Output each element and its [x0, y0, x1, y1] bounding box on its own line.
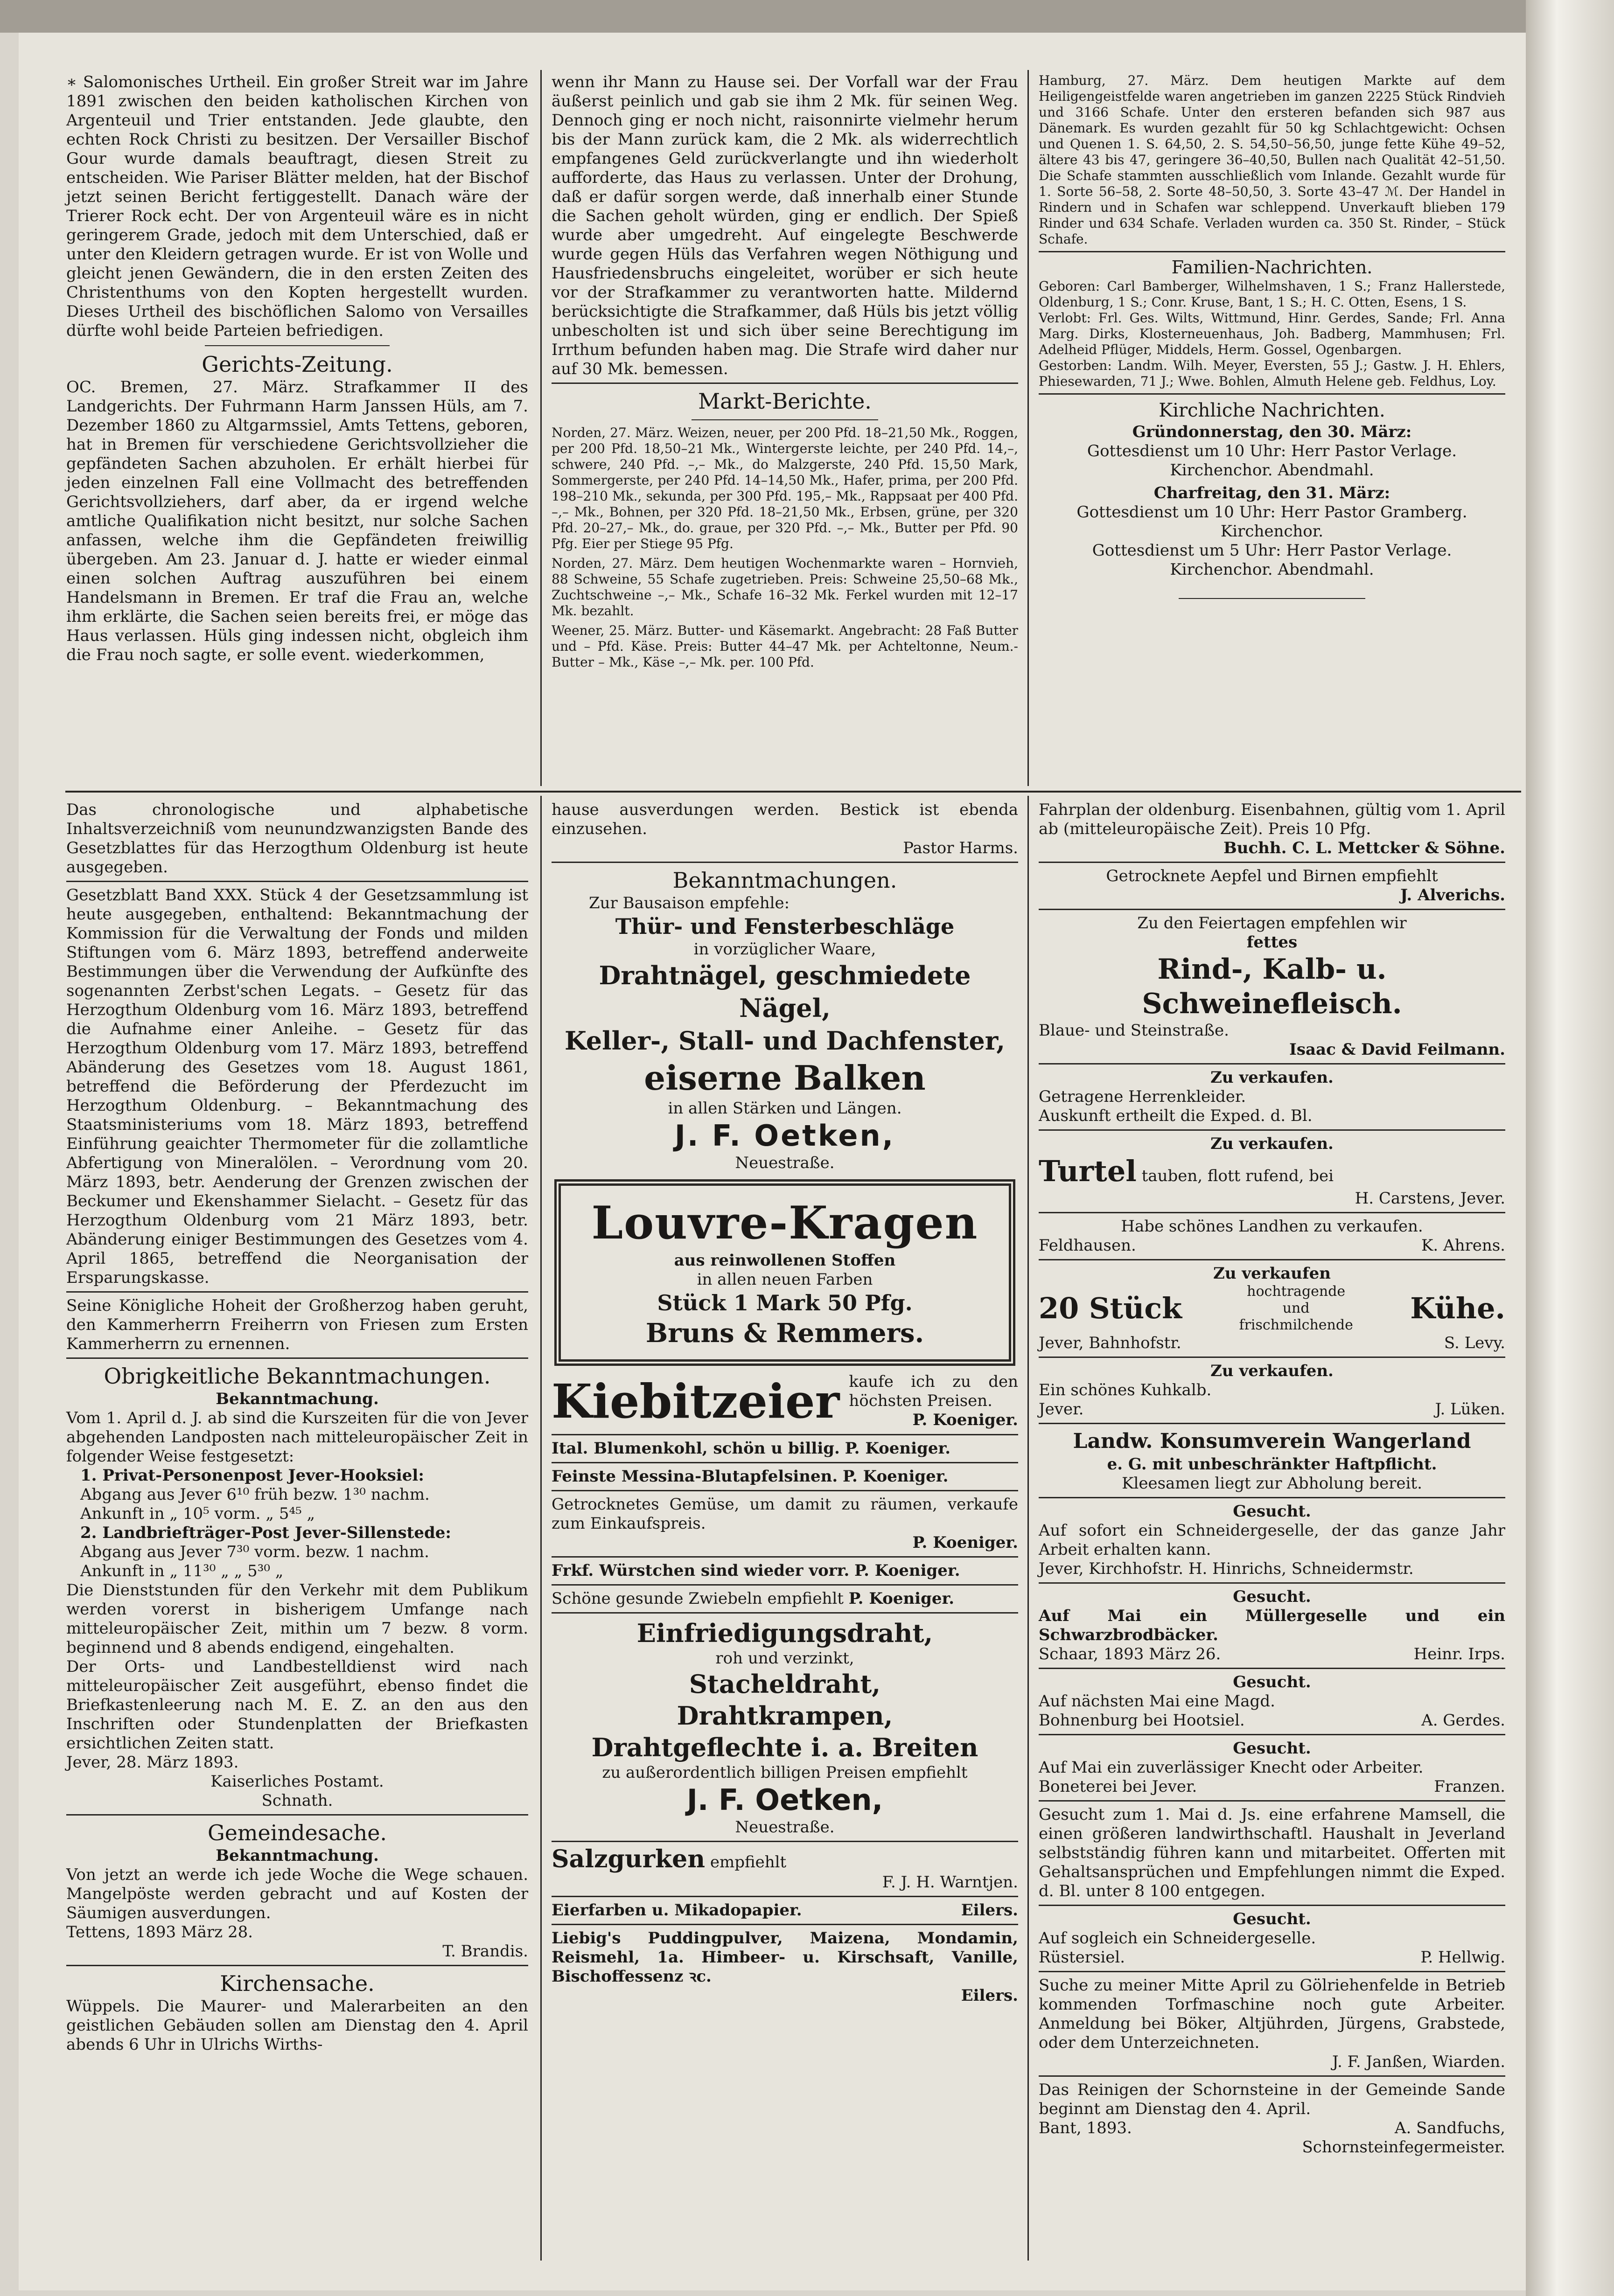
ad-line: Fahrplan der oldenburg. Eisenbahnen, gültig vom 1. April ab (mitteleuropäische Zeit). Preis 10 Pfg. [1039, 800, 1505, 838]
ad-line: Bohnenburg bei Hootsiel. [1039, 1711, 1245, 1730]
divider [552, 1490, 1018, 1491]
ad-company: J. F. Oetken, [674, 1119, 895, 1153]
divider [552, 1434, 1018, 1435]
divider [1039, 1259, 1505, 1260]
ad-heading: Zu verkaufen. [1210, 1134, 1334, 1153]
scan-page-edge [1526, 0, 1614, 2296]
market-hamburg: Hamburg, 27. März. Dem heutigen Markte auf dem Heiligengeistfelde waren angetrieben im ganzen 2225 Stück Rindvieh und 3166 Schafe. Unter den ersteren befanden sich 987 aus Dänemark. Es wurden gezahlt für 50 kg Schlachtgewicht: Ochsen und Quenen 1. S. 64,50, 2. S. 54,50–56,50, junge fette Kühe 49–52, ältere 43 bis 47, geringere 36–40,50, Bullen nach Qualität 42–51,50. Die Schafe stammten ausschließlich vom Inlande. Gezahlt wurde für 1. Sorte 56–58, 2. Sorte 48–50,50, 3. Sorte 43–47 ℳ. Der Handel in Rindern und in Schafen war schleppend. Unverkauft blieben 179 Rinder und 634 Schafe. Verladen wurden ca. 350 St. Rinder, – Stück Schafe. [1039, 73, 1505, 247]
ad-line: in allen Stärken und Längen. [668, 1099, 902, 1118]
ad-headline: Salzgurken [552, 1845, 706, 1873]
ad-headline: eiserne Balken [644, 1058, 926, 1098]
heading-kirchensache: Kirchensache. [220, 1971, 375, 1996]
ad-headline: Kiebitzeier [552, 1374, 840, 1429]
divider [66, 1965, 528, 1966]
market-weener: Weener, 25. März. Butter- und Käsemarkt. Angebracht: 28 Faß Butter und – Pfd. Käse. Preis: Butter 44–47 Mk. per Achteltonne, Neum.-Butter – Mk., Käse –,– Mk. per. 100 Pfd. [552, 623, 1018, 670]
ad-line: e. G. mit unbeschränkter Haftpflicht. [1107, 1455, 1437, 1474]
ad-line: Feldhausen. [1039, 1236, 1136, 1255]
ad-headline: Louvre-Kragen [591, 1197, 978, 1249]
ad-headline: 20 Stück [1039, 1291, 1182, 1325]
ad-line: aus reinwollenen Stoffen [674, 1251, 896, 1270]
heading-kirchliche-nachrichten: Kirchliche Nachrichten. [1159, 400, 1385, 421]
ad-kuehe [1039, 1283, 1505, 1334]
ad-headline: Stacheldraht, [689, 1669, 881, 1699]
ad-line: Zur Bausaison empfehle: [589, 894, 790, 912]
ad-company: Heinr. Irps. [1413, 1645, 1505, 1663]
ad-line: Rüstersiel. [1039, 1948, 1125, 1967]
ad-line: Jever. [1039, 1400, 1084, 1419]
post-time: Abgang aus Jever 6¹⁰ früh bezw. 1³⁰ nachm. [80, 1485, 430, 1504]
market-norden-cattle: Norden, 27. März. Dem heutigen Wochenmarkte waren – Hornvieh, 88 Schweine, 55 Schafe zugetrieben. Preis: Schweine 25,50–68 Mk., Zuchtschweine –,– Mk., Schafe 16–32 Mk. Ferkel wurden mit 12–17 Mk. bezahlt. [552, 556, 1018, 619]
ad-line: empfiehlt [710, 1853, 787, 1872]
dateline: Tettens, 1893 März 28. [66, 1923, 253, 1941]
divider [66, 1814, 528, 1816]
ad-line: Bant, 1893. [1039, 2119, 1132, 2137]
paragraph: Der Orts- und Landbestelldienst wird nach mitteleuropäischer Zeit ausgeführt, ebenso findet die Briefkastenleerung nach M. E. Z. an den aus den Inschriften oder Stundenplatten der Briefkasten ersichtlichen Zeiten statt. [66, 1657, 528, 1753]
ad-headline: Einfriedigungsdraht, [636, 1618, 933, 1648]
service-charfreitag: Charfreitag, den 31. März: [1153, 484, 1390, 502]
column-rule [1027, 70, 1029, 786]
post-time: Abgang aus Jever 7³⁰ vorm. bezw. 1 nachm. [80, 1543, 429, 1561]
ad-kiebitzeier [552, 1372, 1018, 1430]
ad-line: Getrocknete Aepfel und Birnen empfiehlt [1106, 867, 1438, 885]
ad-company: F. J. H. Warntjen. [882, 1873, 1018, 1892]
divider [552, 1556, 1018, 1558]
ad-company: Bruns & Remmers. [645, 1318, 924, 1349]
divider [1039, 1582, 1505, 1584]
ad-heading: Zu verkaufen [1213, 1264, 1331, 1283]
heading-markt-berichte: Markt-Berichte. [698, 389, 872, 414]
paragraph: Die Dienststunden für den Verkehr mit dem Publikum werden vorerst in bisherigem Umfange nach mitteleuropäischer Zeit, mithin um 7 bezw. 8 vorm. beginnend und 8 abends endigend, eingehalten. [66, 1581, 528, 1657]
ad-line: Auf sofort ein Schneidergeselle, der das ganze Jahr Arbeit erhalten kann. [1039, 1521, 1505, 1559]
divider [692, 419, 878, 420]
section-rule [65, 791, 1521, 793]
dateline: Jever, 28. März 1893. [66, 1753, 239, 1772]
notice-inhaltsverzeichnis: Das chronologische und alphabetische Inhaltsverzeichniß vom neunundzwanzigsten Bande des Gesetzblattes für das Herzogthum Oldenburg ist heute ausgegeben. [66, 800, 528, 877]
ad-line: in allen neuen Farben [697, 1270, 873, 1289]
divider [1039, 1668, 1505, 1669]
paragraph: Wüppels. Die Maurer- und Malerarbeiten an den geistlichen Gebäuden sollen am Dienstag den 4. April abends 6 Uhr in Ulrichs Wirths- [66, 1997, 528, 2054]
ad-line: Auf Mai ein zuverlässiger Knecht oder Arbeiter. [1039, 1758, 1424, 1777]
divider [1039, 1734, 1505, 1735]
ad-company: P. Koeniger. [854, 1561, 960, 1580]
column-rule [1027, 796, 1029, 2261]
divider [552, 1841, 1018, 1842]
ad-headline: Turtel [1039, 1154, 1137, 1188]
ad-line: Ein schönes Kuhkalb. [1039, 1381, 1212, 1399]
upper-column-3 [1039, 73, 1505, 604]
ad-line: Frkf. Würstchen sind wieder vorr. [552, 1561, 850, 1580]
post-time: Ankunft in „ 11³⁰ „ „ 5³⁰ „ [80, 1562, 284, 1580]
heading-bekanntmachung: Bekanntmachung. [216, 1846, 379, 1865]
ad-company: J. Alverichs. [1400, 886, 1505, 904]
ad-headline: Drahtgeflechte i. a. Breiten [591, 1732, 978, 1762]
upper-column-2 [552, 73, 1018, 670]
column-rule [540, 796, 542, 2261]
ad-company: P. Koeniger. [848, 1589, 955, 1608]
divider [1039, 862, 1505, 863]
ad-line: Habe schönes Landhen zu verkaufen. [1121, 1217, 1423, 1236]
divider [552, 1896, 1018, 1897]
ad-headline: Drahtkrampen, [677, 1701, 893, 1731]
post-time: Ankunft in „ 10⁵ vorm. „ 5⁴⁵ „ [80, 1504, 315, 1523]
heading-gemeindesache: Gemeindesache. [207, 1820, 387, 1845]
divider [552, 383, 1018, 384]
divider [1039, 1905, 1505, 1906]
divider [66, 1357, 528, 1359]
ad-company: K. Ahrens. [1421, 1236, 1505, 1255]
ad-line: Kleesamen liegt zur Abholung bereit. [1122, 1474, 1422, 1493]
divider [66, 1291, 528, 1293]
divider [1039, 1497, 1505, 1498]
ad-line: kaufe ich zu den höchsten Preisen. [849, 1372, 1018, 1410]
post-route: 1. Privat-Personenpost Jever-Hooksiel: [80, 1466, 424, 1485]
signature: T. Brandis. [442, 1942, 528, 1961]
notice-verlobt: Verlobt: Frl. Ges. Wilts, Wittmund, Hinr. Gerdes, Sande; Frl. Anna Marg. Dirks, Klosterneuenhaus, Joh. Badberg, Mammhusen; Frl. Adelheid Pflüger, Middels, Herm. Gossel, Ogenbargen. [1039, 310, 1505, 357]
divider [1039, 909, 1505, 910]
divider [1039, 1423, 1505, 1424]
ad-company: P. Koeniger. [912, 1533, 1018, 1552]
ad-company: J. Lüken. [1435, 1400, 1505, 1419]
ad-heading: Gesucht. [1233, 1910, 1311, 1928]
paragraph: Vom 1. April d. J. ab sind die Kurszeiten für die von Jever abgehenden Landposten nach mitteleuropäischer Zeit in folgender Weise festgesetzt: [66, 1409, 528, 1466]
service-line: Kirchenchor. Abendmahl. [1170, 461, 1374, 480]
ad-heading: Gesucht. [1233, 1673, 1311, 1691]
ad-line: Blaue- und Steinstraße. [1039, 1021, 1229, 1040]
divider [552, 1584, 1018, 1586]
service-line: Gottesdienst um 10 Uhr: Herr Pastor Gramberg. [1076, 503, 1467, 522]
ad-line: Das Reinigen der Schornsteine in der Gemeinde Sande beginnt am Dienstag den 4. April. [1039, 2080, 1505, 2118]
divider [552, 1924, 1018, 1925]
ad-line: Auskunft ertheilt die Exped. d. Bl. [1039, 1106, 1313, 1125]
divider [1039, 1971, 1505, 1972]
ad-line: Schöne gesunde Zwiebeln empfiehlt [552, 1589, 844, 1608]
divider [552, 862, 1018, 863]
ad-headline: Kühe. [1410, 1291, 1505, 1325]
service-line: Gottesdienst um 5 Uhr: Herr Pastor Verlage. [1092, 541, 1452, 560]
signature: Schnath. [261, 1791, 333, 1810]
ad-company: A. Gerdes. [1421, 1711, 1505, 1730]
divider [1039, 251, 1505, 252]
lower-column-3 [1039, 800, 1505, 2157]
divider [1039, 393, 1505, 395]
ad-line: Boneterei bei Jever. [1039, 1777, 1197, 1796]
ad-headline: Thür- und Fensterbeschläge [615, 914, 955, 939]
ad-headline: Rind-, Kalb- u. Schweinefleisch. [1142, 953, 1402, 1020]
ad-company: H. Carstens, Jever. [1355, 1189, 1505, 1208]
ad-line: Neuestraße. [735, 1154, 835, 1172]
ad-headline: Drahtnägel, geschmiedete Nägel, [599, 960, 971, 1023]
scan-top-border [0, 0, 1526, 33]
column-rule [540, 70, 542, 786]
divider [552, 1612, 1018, 1614]
ad-company: J. F. Oetken, [686, 1783, 883, 1817]
service-line: Gottesdienst um 10 Uhr: Herr Pastor Verlage. [1087, 442, 1457, 460]
post-route: 2. Landbriefträger-Post Jever-Sillenstede: [80, 1524, 451, 1542]
divider [552, 1462, 1018, 1463]
notice-gesetzblatt: Gesetzblatt Band XXX. Stück 4 der Gesetzsammlung ist heute ausgegeben, enthaltend: Bekanntmachung der Kommission für die Verwaltung der Fonds und milden Stiftungen vom 6. März 1893, betreffend anderweite Bestimmungen über die Verwendung der Aufkünfte des sogenannten Zerbst'schen Legats. – Gesetz für das Herzogthum Oldenburg vom 16. März 1893, betreffend die Aufnahme einer Anleihe. – Gesetz für das Herzogthum Oldenburg vom 17. März 1893, betreffend Abänderung des Gesetzes vom 18. August 1861, betreffend die Beförderung der Pferdezucht im Herzogthum Oldenburg. – Bekanntmachung des Staatsministeriums vom 18. März 1893, betreffend Einführung geaichter Thermometer für die zollamtliche Abfertigung von Mineralölen. – Verordnung vom 20. März 1893, betr. Aenderung der Grenzen zwischen der Beckumer und Ekenshammer Sielacht. – Gesetz für das Herzogthum Oldenburg vom 21 März 1893, betr. Abänderung einiger Bestimmungen des Gesetzes vom 4. April 1865, betreffend die Neorganisation der Ersparungskasse. [66, 886, 528, 1287]
upper-column-1 [66, 73, 528, 665]
ad-line: Gesucht zum 1. Mai d. Js. eine erfahrene Mamsell, die einen größeren landwirthschaftl. Haushalt in Jeverland selbstständig führen kann und mitarbeitet. Offerten mit Gehaltsansprüchen und Empfehlungen nimmt die Exped. d. Bl. unter 8 100 entgegen. [1039, 1805, 1505, 1900]
signature: Pastor Harms. [903, 839, 1018, 857]
divider [1039, 2075, 1505, 2077]
ad-heading: Gesucht. [1233, 1502, 1311, 1521]
heading-bekanntmachung: Bekanntmachung. [216, 1390, 379, 1408]
divider [1039, 1357, 1505, 1358]
notice-geboren: Geboren: Carl Bamberger, Wilhelmshaven, 1 S.; Franz Hallerstede, Oldenburg, 1 S.; Conr. Kruse, Bant, 1 S.; H. C. Otten, Esens, 1 S. [1039, 278, 1505, 310]
ad-line: Getrocknetes Gemüse, um damit zu räumen, verkaufe zum Einkaufspreis. [552, 1495, 1018, 1533]
ad-company: P. Hellwig. [1420, 1948, 1505, 1967]
ad-heading: Gesucht. [1233, 1739, 1311, 1758]
divider [205, 345, 390, 346]
ad-headline: Landw. Konsumverein Wangerland [1073, 1429, 1471, 1453]
ad-company: Eilers. [961, 1986, 1018, 2005]
ad-line: Suche zu meiner Mitte April zu Gölriehenfelde in Betrieb kommenden Torfmaschine noch gute Arbeiter. Anmeldung bei Böker, Altjührden, Jürgens, Grabstede, oder dem Unterzeichneten. [1039, 1976, 1505, 2052]
ad-line: Zu den Feiertagen empfehlen wir [1137, 914, 1407, 932]
ad-line: Ital. Blumenkohl, schön u billig. [552, 1439, 840, 1458]
ad-line: zu außerordentlich billigen Preisen empfiehlt [602, 1763, 968, 1782]
ad-company: P. Koeniger. [843, 1467, 949, 1486]
ad-line: fettes [1246, 933, 1298, 952]
divider [1039, 1212, 1505, 1213]
ad-company: P. Koeniger. [845, 1439, 951, 1458]
ad-company: A. Sandfuchs, [1394, 2119, 1505, 2137]
heading-bekanntmachungen: Bekanntmachungen. [672, 868, 897, 893]
lower-column-1 [66, 800, 528, 2054]
article-continued: wenn ihr Mann zu Hause sei. Der Vorfall war der Frau äußerst peinlich und gab sie ihm 2 Mk. für seinen Weg. Dennoch ging er noch nicht, raisonnirte vielmehr herum bis der Mann zurück kam, die 2 Mk. als widerrechtlich empfangenes Geld zurückverlangte und ihn wiederholt aufforderte, das Haus zu verlassen. Unter der Drohung, daß er dafür sorgen werde, daß innerhalb einer Stunde die Sachen geholt würden, ging er endlich. Der Spieß wurde aber umgedreht. Auf eingelegte Beschwerde wurde gegen Hüls das Verfahren wegen Nöthigung und Hausfriedensbruchs eingeleitet, worüber er sich heute vor der Strafkammer zu verantworten hatte. Mildernd berücksichtigte die Strafkammer, daß Hüls bis jetzt völlig unbescholten ist und sich über seine Berechtigung im Irrthum befunden haben mag. Die Strafe wird daher nur auf 30 Mk. bemessen. [552, 73, 1018, 378]
article-salomon: ∗ Salomonisches Urtheil. Ein großer Streit war im Jahre 1891 zwischen den beiden katholischen Kirchen von Argenteuil und Trier entstanden. Jede glaubte, den echten Rock Christi zu besitzen. Der Versailler Bischof Gour wurde damals beauftragt, diesen Streit zu entscheiden. Wie Pariser Blätter melden, hat der Bischof jetzt seinen Bericht fertiggestellt. Danach wäre der Trierer Rock echt. Der von Argenteuil wäre es in nicht geringerem Grade, jedoch mit dem Unterschied, daß er unter den Kleidern getragen wurde. Er ist von Wolle und gleicht jenen Gewändern, die in den ersten Zeiten des Christenthums von den Kopten hergestellt wurden. Dieses Urtheil des bischöflichen Salomo von Versailles dürfte wohl beide Parteien befriedigen. [66, 73, 528, 340]
ad-box-louvre [554, 1179, 1015, 1366]
ad-company: J. F. Janßen, Wiarden. [1332, 2052, 1505, 2071]
notice-gestorben: Gestorben: Landm. Wilh. Meyer, Eversten, 55 J.; Gastw. J. H. Ehlers, Phiesewarden, 71 J.; Wwe. Bohlen, Almuth Helene geb. Feldhus, Loy. [1039, 358, 1505, 389]
divider [1039, 1063, 1505, 1065]
ad-heading: Zu verkaufen. [1210, 1362, 1334, 1380]
ad-price: Stück 1 Mark 50 Pfg. [657, 1290, 913, 1315]
paragraph: Von jetzt an werde ich jede Woche die Wege schauen. Mangelpöste werden gebracht und auf Kosten der Säumigen ausverdungen. [66, 1865, 528, 1922]
ad-heading: Gesucht. [1233, 1587, 1311, 1606]
ad-line: Liebig's Puddingpulver, Maizena, Mondamin, Reismehl, 1a. Himbeer- u. Kirschsaft, Vanille, Bischoffessenz ꝛc. [552, 1929, 1018, 1986]
ad-company: Schornsteinfegermeister. [1302, 2138, 1505, 2157]
divider [1039, 1800, 1505, 1802]
service-gruendonnerstag: Gründonnerstag, den 30. März: [1132, 423, 1412, 441]
lower-column-2 [552, 800, 1018, 2005]
heading-gerichts-zeitung: Gerichts-Zeitung. [202, 352, 393, 377]
ad-line: Auf Mai ein Müllergeselle und ein Schwarzbrodbäcker. [1039, 1607, 1505, 1644]
ad-line: Jever, Bahnhofstr. [1039, 1334, 1181, 1352]
paragraph: hause ausverdungen werden. Bestick ist ebenda einzusehen. [552, 800, 1018, 838]
ad-company: Isaac & David Feilmann. [1289, 1040, 1505, 1059]
article-bremen: OC. Bremen, 27. März. Strafkammer II des Landgerichts. Der Fuhrmann Harm Janssen Hüls, am 7. Dezember 1860 zu Altgarmssiel, Amts Tettens, geboren, hat in Bremen für verschiedene Gerichtsvollzieher die gepfändeten Sachen abzuholen. Er erhält hierbei für jeden einzelnen Fall eine Vollmacht des betreffenden Gerichtsvollziehers, darf aber, da er irgend welche amtliche Qualifikation nicht besitzt, nur solche Sachen anfassen, welche ihm die Gepfändeten freiwillig übergeben. Am 23. Januar d. J. hatte er wieder einmal einen solchen Auftrag auszuführen bei einem Handelsmann in Bremen. Er traf die Frau an, welche ihm erklärte, die Sachen seien bereits frei, er möge das Haus verlassen. Hüls ging indessen nicht, obgleich ihm die Frau noch sagte, er solle event. wiederkommen, [66, 378, 528, 664]
ad-company: Buchh. C. L. Mettcker & Söhne. [1223, 839, 1505, 857]
ad-line: hochtragende und frischmilchende [1239, 1283, 1353, 1333]
service-line: Kirchenchor. [1220, 522, 1324, 541]
ad-line: tauben, flott rufend, bei [1141, 1167, 1334, 1185]
ad-line: Feinste Messina-Blutapfelsinen. [552, 1467, 838, 1486]
ad-line: Getragene Herrenkleider. [1039, 1087, 1246, 1106]
divider [1039, 1129, 1505, 1131]
ad-headline: Keller-, Stall- und Dachfenster, [564, 1026, 1006, 1056]
ad-line: Auf sogleich ein Schneidergeselle. [1039, 1929, 1316, 1948]
market-norden-grain: Norden, 27. März. Weizen, neuer, per 200 Pfd. 18–21,50 Mk., Roggen, per 200 Pfd. 18,50–21 Mk., Wintergerste leichte, per 240 Pfd. 14,–, schwere, 240 Pfd. –,– Mk., do Malzgerste, 240 Pfd. 15,50 Mark, Sommergerste, per 240 Pfd. 14–14,50 Mk., Hafer, prima, per 200 Pfd. 198–210 Mk., sekunda, per 300 Pfd. 195,– Mk., Rappsaat per 400 Pfd. –,– Mk., Bohnen, per 320 Pfd. 18–21,50 Mk., Erbsen, grüne, per 320 Pfd. 20–27,– Mk., do. graue, per 320 Pfd. –,– Mk., Butter per Pfd. 90 Pfg. Eier per Stiege 95 Pfg. [552, 425, 1018, 551]
newspaper-page [19, 33, 1526, 2290]
signature: Kaiserliches Postamt. [210, 1772, 384, 1791]
ad-heading: Zu verkaufen. [1210, 1068, 1334, 1087]
ad-line: in vorzüglicher Waare, [693, 940, 876, 959]
divider [66, 881, 528, 882]
ad-company: Franzen. [1434, 1777, 1505, 1796]
ad-company: P. Koeniger. [912, 1411, 1018, 1429]
ad-line: Neuestraße. [735, 1818, 835, 1837]
notice-kammerherr: Seine Königliche Hoheit der Großherzog haben geruht, den Kammerherrn Freiherrn von Friesen zum Ersten Kammerherrn zu ernennen. [66, 1296, 528, 1353]
ad-block [839, 1372, 1018, 1430]
heading-obrigkeitliche: Obrigkeitliche Bekanntmachungen. [104, 1364, 491, 1389]
ad-company: Jever, Kirchhofstr. H. Hinrichs, Schneidermstr. [1039, 1559, 1414, 1578]
ad-line: Schaar, 1893 März 26. [1039, 1645, 1221, 1663]
ad-company: Eilers. [961, 1901, 1018, 1920]
heading-familien-nachrichten: Familien-Nachrichten. [1171, 257, 1373, 278]
ad-line: Auf nächsten Mai eine Magd. [1039, 1692, 1275, 1711]
ad-company: S. Levy. [1444, 1334, 1505, 1352]
ad-line: roh und verzinkt, [715, 1649, 854, 1668]
service-line: Kirchenchor. Abendmahl. [1170, 560, 1374, 579]
ad-line: Eierfarben u. Mikadopapier. [552, 1901, 802, 1920]
divider [1179, 598, 1365, 599]
